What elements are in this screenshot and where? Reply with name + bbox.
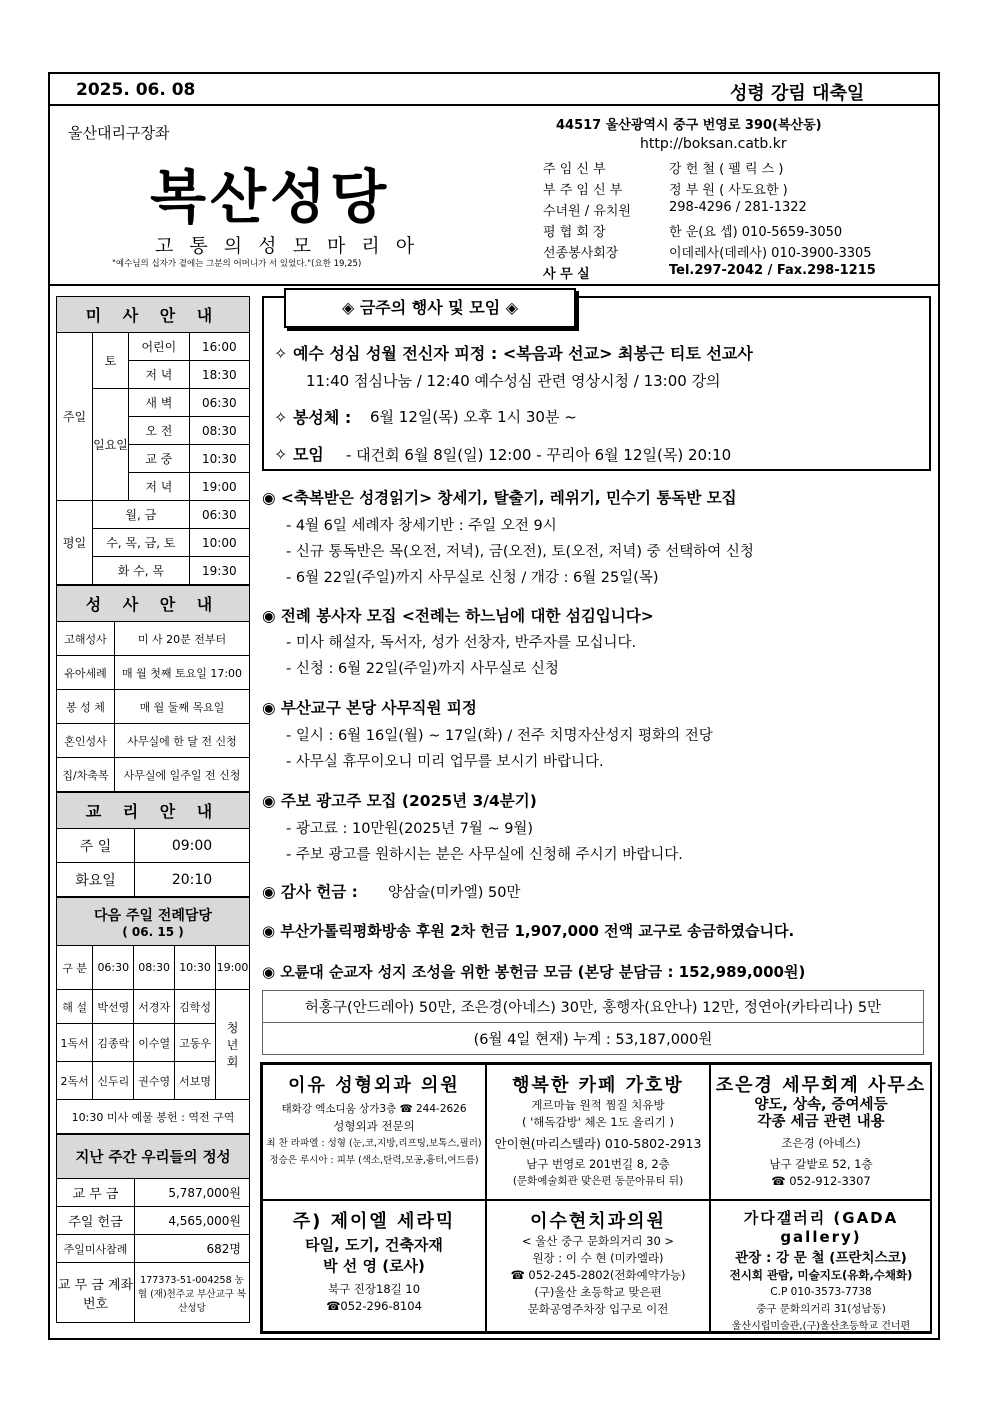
- doctrine-table: 교 리 안 내 주 일 09:00 화요일 20:10: [56, 792, 250, 897]
- notice-line: - 일시 : 6월 16일(월) ~ 17일(화) / 전주 치명자산성지 평화의 전당: [286, 728, 713, 744]
- thanks-label: ◉ 감사 헌금 :: [262, 883, 358, 901]
- mass-title: 미 사 안 내: [57, 297, 250, 333]
- staff-name: 강 헌 철 ( 펠 릭 스 ): [669, 162, 784, 177]
- notice-line: - 4월 6일 세례자 창세기반 : 주일 오전 9시: [286, 518, 557, 534]
- ad-card[interactable]: 이수현치과의원 < 울산 중구 문화의거리 30 > 원장 : 이 수 현 (미카엘라) ☎ 052-245-2802(전화예약가능) (구)울산 초등학교 맞은편 문화공영주차장 입구로 이전: [486, 1200, 710, 1332]
- ad-card[interactable]: 조은경 세무회계 사무소 양도, 상속, 증여세등 각종 세금 관련 내용 조은경 (아네스) 남구 갈밭로 52, 1층 ☎ 052-912-3307: [710, 1064, 932, 1200]
- notice-title: ◉ 부산교구 본당 사무직원 피정: [262, 699, 477, 717]
- ads-section: [260, 1062, 932, 1334]
- notice-title: ◉ <축복받은 성경읽기> 창세기, 탈출기, 레위기, 민수기 통독반 모집: [262, 489, 737, 507]
- mass-table: 미 사 안 내 주일 토 어린이 16:00 저 녁 18:30 일요일 새 벽 06:30 오 전 08:30 교 중 10:30 저 녁 19:00 평일 월, 금 06:30 수, 목, 금, 토 10:00 화 수, 목 19:30: [56, 296, 250, 585]
- event-meeting: - 대건회 6월 8일(일) 12:00 - 꾸리아 6월 12일(목) 20:10: [346, 446, 732, 464]
- sunday-label: 주일: [57, 333, 93, 501]
- diocese-label: 울산대리구장좌: [68, 124, 170, 142]
- offering-table: 지난 주간 우리들의 정성 교 무 금 5,787,000원 주일 헌금 4,565,000원 주일미사참례 682명 교 무 금 계좌번호 177373-51-004258 농협 (재)천주교 부산교구 복산성당: [56, 1134, 250, 1323]
- ad-card[interactable]: 행복한 카페 가호방 게르마늄 원적 찜질 치유방 ( '해독감방' 체온 1도 올리기 ) 안이현(마리스텔라) 010-5802-2913 남구 번영로 201번길 8, 2층 (문화예술회관 맞은편 동문아뮤티 뒤): [486, 1064, 710, 1200]
- staff-name: 정 부 원 ( 사도요한 ): [669, 183, 788, 198]
- donor-total: (6월 4일 현재) 누계 : 53,187,000원: [263, 1023, 924, 1055]
- staff-name: 298-4296 / 281-1322: [669, 200, 807, 215]
- event-retreat: ✧ 예수 성심 성월 전신자 피정 : <복음과 선교> 최봉근 티토 선교사: [274, 344, 753, 363]
- notice-line: - 주보 광고를 원하시는 분은 사무실에 신청해 주시기 바랍니다.: [286, 847, 683, 863]
- divider: [50, 104, 938, 106]
- bible-quote: "예수님의 십자가 곁에는 그분의 어머니가 서 있었다."(요한 19,25): [112, 259, 362, 269]
- staff-name: Tel.297-2042 / Fax.298-1215: [669, 263, 876, 278]
- staff-list: [543, 158, 876, 284]
- event-communion-label: ✧ 봉성체 :: [274, 408, 352, 427]
- parish-logo: 복산성당: [150, 163, 391, 231]
- bulletin-date: 2025. 06. 08: [76, 80, 196, 100]
- notice-line: - 6월 22일(주일)까지 사무실로 신청 / 개강 : 6월 25일(목): [286, 570, 659, 586]
- donor-list: 허홍구(안드레아) 50만, 조은경(아네스) 30만, 홍행자(요안나) 12만, 정연아(카타리나) 5만: [263, 991, 924, 1023]
- divider: [50, 284, 938, 286]
- notice-line: - 사무실 휴무이오니 미리 업무를 보시기 바랍니다.: [286, 754, 604, 770]
- notice-title: ◉ 주보 광고주 모집 (2025년 3/4분기): [262, 792, 537, 810]
- feast-title: 성령 강림 대축일: [730, 83, 865, 104]
- broadcast-notice: ◉ 부산가톨릭평화방송 후원 2차 헌금 1,907,000 전액 교구로 송금하였습니다.: [262, 922, 795, 940]
- staff-name: 한 운(요 셉) 010-5659-3050: [669, 225, 843, 240]
- ad-card[interactable]: 주) 제이엘 세라믹 타일, 도기, 건축자재 박 선 영 (로사) 북구 진장18길 10 ☎052-296-8104: [262, 1200, 486, 1332]
- staff-role: 선종봉사회장: [543, 246, 619, 261]
- event-meeting-label: ✧ 모임: [274, 445, 324, 464]
- ad-card[interactable]: 가다갤러리 (GADA gallery) 관장 : 강 문 철 (프란치스코) 전시회 관람, 미술지도(유화,수채화) C.P 010-3573-7738 중구 문화의거리 31(성남동) 울산시립미술관,(구)울산초등학교 건너편: [710, 1200, 932, 1332]
- notice-line: - 신규 통독반은 목(오전, 저녁), 금(오전), 토(오전, 저녁) 중 선택하여 신청: [286, 544, 754, 560]
- staff-role: 수녀원 / 유치원: [543, 204, 631, 219]
- ad-card[interactable]: 이유 성형외과 의원 태화강 엑소디움 상가3층 ☎ 244-2626 성형외과 전문의 최 찬 라파엘 : 성형 (눈,코,지방,리프팅,보톡스,필러) 정승은 루시아 : 피부 (색소,탄력,모공,흉터,여드름): [262, 1064, 486, 1200]
- event-communion: 6월 12일(목) 오후 1시 30분 ~: [370, 408, 577, 426]
- notice-title: ◉ 전례 봉사자 모집 <전례는 하느님에 대한 섬김입니다>: [262, 607, 654, 625]
- thanks-value: 양삼술(미카엘) 50만: [388, 885, 521, 901]
- staff-role: 부 주 임 신 부: [543, 183, 623, 198]
- liturgy-duty-table: 다음 주일 전례담당 ( 06. 15 ) 구 분 06:30 08:30 10:30 19:00 해 설 박선영 서경자 김학성 청년회 1독서 김종락 이수열 고동우 2독서 신두리 권수영 서보명 10:30 미사 예물 봉헌 : 역전 구역: [56, 897, 250, 1134]
- sacrament-table: 성 사 안 내 고해성사 미 사 20분 전부터 유아세례 매 월 첫째 토요일 17:00 봉 성 체 매 월 둘째 목요일 혼인성사 사무실에 한 달 전 신청 집/차축복 사무실에 일주일 전 신청: [56, 585, 250, 792]
- staff-name: 이데레사(데레사) 010-3900-3305: [669, 246, 872, 261]
- left-column: [56, 296, 250, 1323]
- martyr-notice: ◉ 오륜대 순교자 성지 조성을 위한 봉헌금 모금 (본당 분담금 : 152,989,000원): [262, 963, 806, 981]
- website[interactable]: http://boksan.catb.kr: [640, 136, 787, 152]
- donor-box: [262, 990, 924, 1054]
- event-retreat-detail: 11:40 점심나눔 / 12:40 예수성심 관련 영상시청 / 13:00 강의: [306, 372, 721, 390]
- parish-subtitle: 고 통 의 성 모 마 리 아: [155, 235, 420, 257]
- staff-role: 주 임 신 부: [543, 162, 606, 177]
- address: 44517 울산광역시 중구 번영로 390(복산동): [556, 118, 822, 133]
- staff-role: 평 협 회 장: [543, 225, 606, 240]
- staff-role: 사 무 실: [543, 267, 590, 282]
- events-title: ◈ 금주의 행사 및 모임 ◈: [284, 288, 576, 328]
- notice-line: - 신청 : 6월 22일(주일)까지 사무실로 신청: [286, 661, 559, 677]
- notice-line: - 광고료 : 10만원(2025년 7월 ~ 9월): [286, 821, 534, 837]
- notice-line: - 미사 해설자, 독서자, 성가 선창자, 반주자를 모십니다.: [286, 635, 637, 651]
